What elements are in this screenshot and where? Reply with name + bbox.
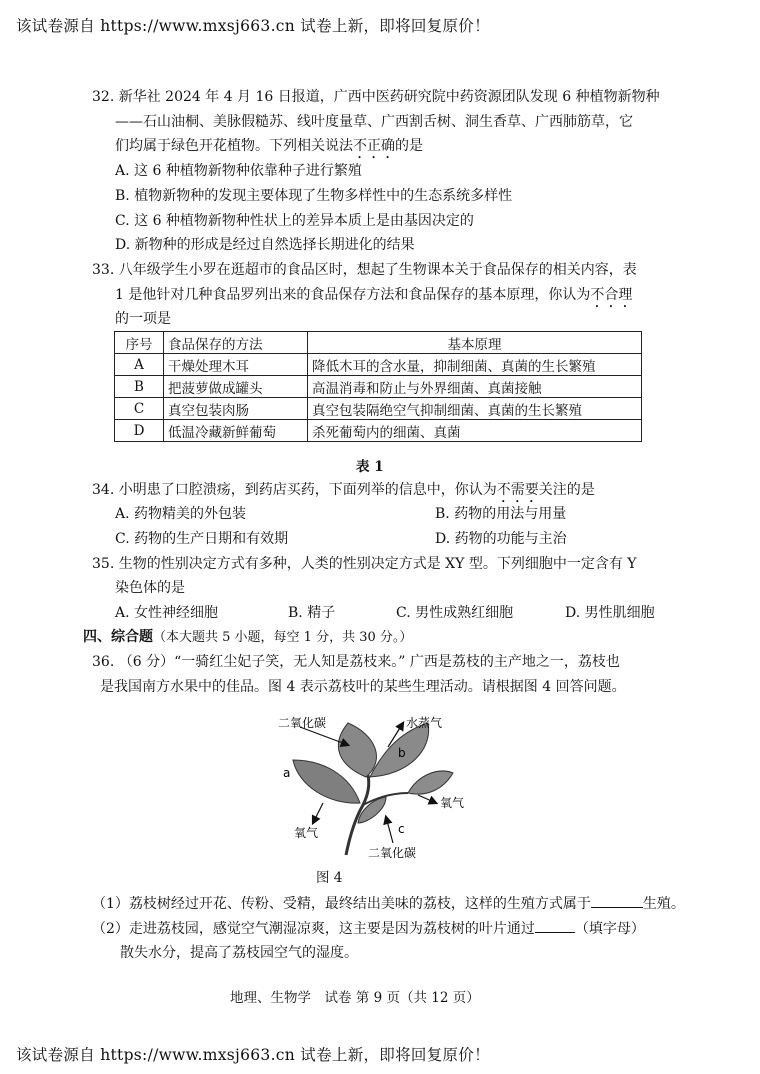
- q36-sub2-line2: 散失水分，提高了荔枝园空气的湿度。: [120, 945, 358, 961]
- q32-emphasis: 不正确: [353, 138, 395, 154]
- q36-sub1: [92, 893, 685, 914]
- section-note: （本大题共 5 小题，每空 1 分，共 30 分。）: [153, 630, 413, 645]
- q33-line1: 33. 八年级学生小罗在逛超市的食品区时，想起了生物课本关于食品保存的相关内容，表: [92, 262, 637, 278]
- q34-emphasis: 不需要: [496, 482, 539, 498]
- q32-line3-end: 的是: [395, 138, 423, 154]
- q36-sub2-text: （2）走进荔枝园，感觉空气潮湿凉爽，这主要是因为荔枝树的叶片通过: [92, 921, 535, 937]
- label-co2-bottom: 二氧化碳: [368, 846, 417, 860]
- table-row: [115, 354, 642, 376]
- lychee-leaf-figure: [268, 705, 488, 869]
- table-cell: D: [115, 420, 164, 442]
- table-header-row: [115, 332, 642, 354]
- q36-sub1-text: （1）荔枝树经过开花、传粉、受精，最终结出美味的荔枝，这样的生殖方式属于: [92, 896, 591, 912]
- q35-option-a: A. 女性神经细胞: [115, 605, 219, 621]
- q36-sub2: [92, 918, 645, 939]
- q36-sub2-end: （填字母）: [574, 921, 645, 937]
- table-cell: 干燥处理木耳: [164, 354, 308, 376]
- table-cell: 真空包装肉肠: [164, 398, 308, 420]
- figure-caption: 图 4: [316, 870, 343, 886]
- table-cell: 高温消毒和防止与外界细菌、真菌接触: [308, 376, 642, 398]
- leaf-diagram: [268, 705, 488, 865]
- q32-option-d: D. 新物种的形成是经过自然选择长期进化的结果: [115, 237, 415, 253]
- section-heading: [83, 627, 412, 648]
- q34-line1: [92, 480, 595, 506]
- q32-option-b: B. 植物新物种的发现主要体现了生物多样性中的生态系统多样性: [115, 188, 513, 204]
- arrow-oxygen-left: [313, 803, 323, 823]
- table-cell: C: [115, 398, 164, 420]
- table-cell: 降低木耳的含水量，抑制细菌、真菌的生长繁殖: [308, 354, 642, 376]
- q34-option-b: B. 药物的用法与用量: [435, 506, 567, 522]
- q32-option-c: C. 这 6 种植物新物种性状上的差异本质上是由基因决定的: [115, 213, 474, 229]
- q34-option-a: A. 药物精美的外包装: [115, 506, 247, 522]
- label-c: c: [398, 822, 405, 836]
- table-cell: 杀死葡萄内的细菌、真菌: [308, 420, 642, 442]
- label-a: a: [283, 766, 291, 780]
- table-cell: 低温冷藏新鲜葡萄: [164, 420, 308, 442]
- top-banner: 该试卷源自 https://www.mxsj663.cn 试卷上新，即将回复原价！: [16, 17, 490, 35]
- table-header-cell: 基本原理: [308, 332, 642, 354]
- table-cell: 真空包装隔绝空气抑制细菌、真菌的生长繁殖: [308, 398, 642, 420]
- page-footer: 地理、生物学 试卷 第 9 页（共 12 页）: [230, 990, 480, 1006]
- q34-line1-end: 关注的是: [538, 482, 595, 498]
- table-header-cell: 序号: [115, 332, 164, 354]
- q34-option-d: D. 药物的功能与主治: [435, 531, 567, 547]
- q35-option-c: C. 男性成熟红细胞: [396, 605, 514, 621]
- q33-emphasis: 不合理: [590, 287, 633, 303]
- q33-line3: 的一项是: [115, 311, 171, 327]
- food-preservation-table: [114, 331, 642, 442]
- leaf-right: [408, 771, 453, 794]
- q32-line2: ——石山油桐、美脉假糙苏、线叶度量草、广西割舌树、洞生香草、广西肺筋草，它: [115, 114, 633, 130]
- table-cell: A: [115, 354, 164, 376]
- label-b: b: [398, 746, 406, 760]
- table-caption: 表 1: [356, 459, 384, 475]
- label-co2-top: 二氧化碳: [278, 716, 327, 730]
- q32-line3-text: 们均属于绿色开花植物。下列相关说法: [115, 138, 353, 154]
- label-oxygen-left: 氧气: [294, 826, 319, 840]
- section-title: 四、综合题: [83, 629, 153, 645]
- arrow-oxygen-right: [418, 795, 436, 803]
- table-row: [115, 376, 642, 398]
- bottom-banner: 该试卷源自 https://www.mxsj663.cn 试卷上新，即将回复原价！: [16, 1046, 490, 1064]
- q33-line2-text: 1 是他针对几种食品罗列出来的食品保存方法和食品保存的基本原理，你认为: [115, 287, 591, 303]
- leaf-top: [338, 723, 376, 777]
- table-row: [115, 398, 642, 420]
- q32-option-a: A. 这 6 种植物新物种依靠种子进行繁殖: [115, 163, 362, 179]
- q34-line1-text: 34. 小明患了口腔溃疡，到药店买药，下面列举的信息中，你认为: [92, 482, 497, 498]
- q34-option-c: C. 药物的生产日期和有效期: [115, 531, 289, 547]
- answer-blank-1[interactable]: [591, 893, 643, 908]
- q32-line1: 32. 新华社 2024 年 4 月 16 日报道，广西中医药研究院中药资源团队发现 6 种植物新物种: [92, 89, 660, 105]
- q35-line2: 染色体的是: [115, 580, 185, 596]
- q32-line3: [115, 136, 423, 162]
- q36-line2: 是我国南方水果中的佳品。图 4 表示荔枝叶的某些生理活动。请根据图 4 回答问题。: [100, 679, 626, 695]
- table-row: [115, 420, 642, 442]
- q33-line2: [115, 285, 632, 311]
- table-header-cell: 食品保存的方法: [164, 332, 308, 354]
- q36-line1: 36. （6 分）“一骑红尘妃子笑，无人知是荔枝来。” 广西是荔枝的主产地之一，荔枝也: [92, 654, 620, 670]
- q36-sub1-end: 生殖。: [642, 896, 685, 912]
- answer-blank-2[interactable]: [535, 918, 575, 933]
- arrow-co2-bottom: [386, 817, 393, 843]
- q35-line1: 35. 生物的性别决定方式有多种，人类的性别决定方式是 XY 型。下列细胞中一定含有 Y: [92, 556, 637, 572]
- q35-option-b: B. 精子: [288, 605, 336, 621]
- table-cell: B: [115, 376, 164, 398]
- label-oxygen-right: 氧气: [440, 796, 465, 810]
- label-water-vapor: 水蒸气: [406, 716, 443, 730]
- q35-option-d: D. 男性肌细胞: [565, 605, 655, 621]
- table-cell: 把菠萝做成罐头: [164, 376, 308, 398]
